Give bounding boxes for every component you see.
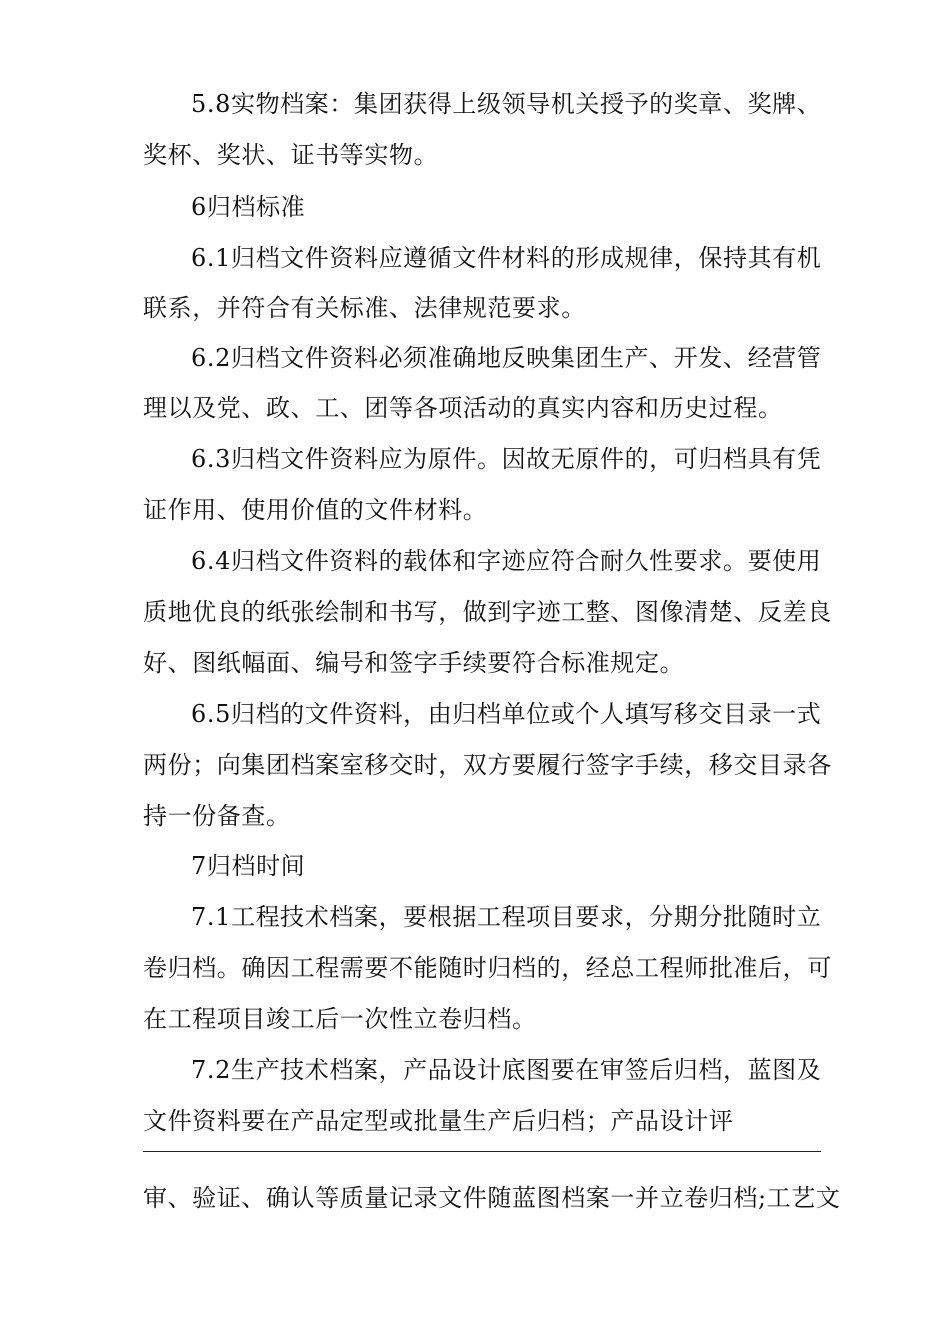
text-line-6-1-b: 联系，并符合有关标准、法律规范要求。 bbox=[143, 294, 586, 322]
footer-text-line: 审、验证、确认等质量记录文件随蓝图档案一并立卷归档;工艺文 bbox=[143, 1184, 841, 1212]
text-line-5-8-b: 奖杯、奖状、证书等实物。 bbox=[143, 141, 439, 169]
text-line-6-2-b: 理以及党、政、工、团等各项活动的真实内容和历史过程。 bbox=[143, 394, 783, 422]
section-heading-7: 7归档时间 bbox=[191, 852, 306, 880]
text-line-7-1-b: 卷归档。确因工程需要不能随时归档的，经总工程师批准后，可 bbox=[143, 954, 832, 982]
text-line-7-2-b: 文件资料要在产品定型或批量生产后归档；产品设计评 bbox=[143, 1107, 734, 1135]
text-line-6-5-b: 两份；向集团档案室移交时，双方要履行签字手续，移交目录各 bbox=[143, 751, 832, 779]
text-line-5-8-a: 5.8实物档案：集团获得上级领导机关授予的奖章、奖牌、 bbox=[191, 90, 822, 118]
text-line-6-5-c: 持一份备查。 bbox=[143, 802, 291, 830]
section-heading-6: 6归档标准 bbox=[191, 193, 306, 221]
text-line-6-4-a: 6.4归档文件资料的载体和字迹应符合耐久性要求。要使用 bbox=[191, 547, 822, 575]
text-line-6-4-c: 好、图纸幅面、编号和签字手续要符合标准规定。 bbox=[143, 649, 685, 677]
text-line-7-2-a: 7.2生产技术档案，产品设计底图要在审签后归档，蓝图及 bbox=[191, 1056, 822, 1084]
page-divider-line bbox=[143, 1151, 821, 1152]
text-line-7-1-a: 7.1工程技术档案，要根据工程项目要求，分期分批随时立 bbox=[191, 903, 822, 931]
text-line-6-5-a: 6.5归档的文件资料，由归档单位或个人填写移交目录一式 bbox=[191, 700, 822, 728]
text-line-6-4-b: 质地优良的纸张绘制和书写，做到字迹工整、图像清楚、反差良 bbox=[143, 598, 832, 626]
text-line-6-3-b: 证作用、使用价值的文件材料。 bbox=[143, 496, 488, 524]
text-line-6-3-a: 6.3归档文件资料应为原件。因故无原件的，可归档具有凭 bbox=[191, 445, 822, 473]
text-line-6-1-a: 6.1归档文件资料应遵循文件材料的形成规律，保持其有机 bbox=[191, 244, 822, 272]
text-line-7-1-c: 在工程项目竣工后一次性立卷归档。 bbox=[143, 1005, 537, 1033]
text-line-6-2-a: 6.2归档文件资料必须准确地反映集团生产、开发、经营管 bbox=[191, 344, 822, 372]
